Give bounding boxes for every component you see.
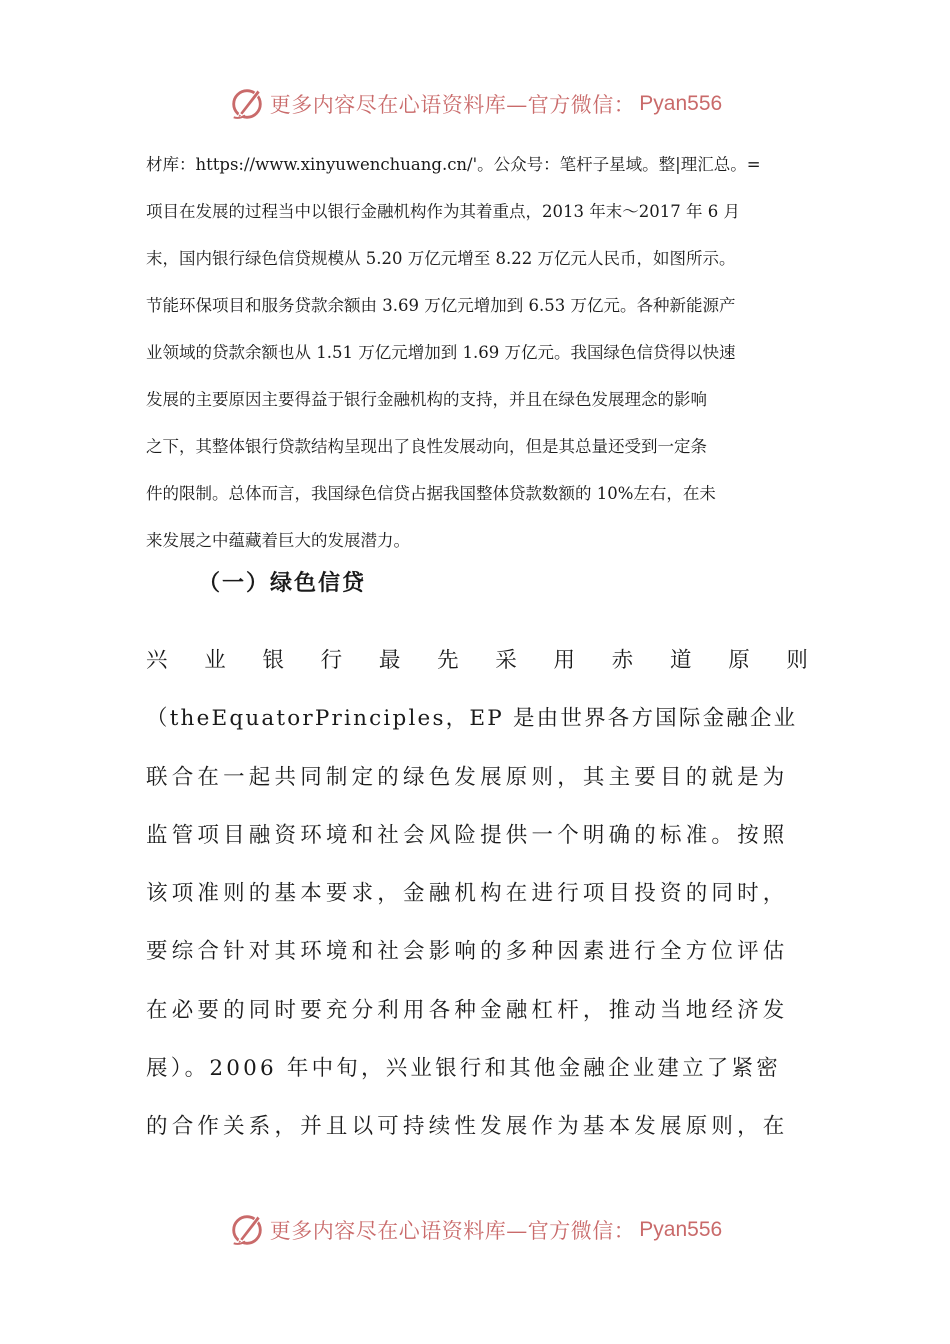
char: 最 — [378, 648, 401, 673]
banner-text: 更多内容尽在心语资料库—官方微信： — [269, 93, 636, 117]
char: 赤 — [611, 648, 634, 673]
char: 银 — [262, 648, 284, 673]
char: 采 — [495, 648, 517, 673]
char: 原 — [728, 648, 750, 673]
header-watermark-banner — [0, 82, 950, 126]
text-line: 要综合针对其环境和社会影响的多种因素进行全方位评估 — [146, 939, 789, 965]
text-line: 之下，其整体银行贷款结构呈现出了良性发展动向，但是其总量还受到一定条 — [146, 437, 707, 456]
char: 业 — [204, 648, 226, 673]
text-line: 项目在发展的过程当中以银行金融机构作为其着重点，2013 年末～2017 年 6 月 — [146, 202, 740, 221]
text-line: 展）。2006 年中旬，兴业银行和其他金融企业建立了紧密 — [146, 1056, 781, 1082]
banner-wechat-id: Pyan556 — [639, 92, 723, 115]
banner-wechat-id: Pyan556 — [639, 1218, 723, 1241]
text-line: 联合在一起共同制定的绿色发展原则，其主要目的就是为 — [146, 764, 789, 790]
text-line: 的合作关系，并且以可持续性发展作为基本发展原则，在 — [146, 1114, 789, 1140]
section-paragraph — [146, 632, 808, 1157]
char: 则 — [786, 648, 808, 673]
text-line: 业领域的贷款余额也从 1.51 万亿元增加到 1.69 万亿元。我国绿色信贷得以快速 — [146, 343, 736, 362]
text-line-justified — [146, 632, 808, 690]
text-line: 材库：https://www.xinyuwenchuang.cn/'。公众号：笔杆子星域。整|理汇总。= — [146, 155, 761, 174]
text-line: （theEquatorPrinciples，EP 是由世界各方国际金融企业 — [146, 706, 798, 732]
char: 先 — [437, 648, 459, 673]
text-line: 该项准则的基本要求，金融机构在进行项目投资的同时， — [146, 881, 789, 907]
footer-watermark-banner — [0, 1208, 950, 1252]
text-line: 在必要的同时要充分利用各种金融杠杆，推动当地经济发 — [146, 997, 789, 1023]
quill-pen-logo-icon — [228, 1211, 266, 1249]
text-line: 末，国内银行绿色信贷规模从 5.20 万亿元增至 8.22 万亿元人民币，如图所示。 — [146, 249, 736, 268]
char: 用 — [553, 648, 576, 673]
quill-pen-logo-icon — [228, 85, 266, 123]
text-line: 件的限制。总体而言，我国绿色信贷占据我国整体贷款数额的 10%左右，在未 — [146, 484, 716, 503]
text-line: 监管项目融资环境和社会风险提供一个明确的标准。按照 — [146, 822, 789, 848]
text-line: 发展的主要原因主要得益于银行金融机构的支持，并且在绿色发展理念的影响 — [146, 390, 707, 409]
banner-text: 更多内容尽在心语资料库—官方微信： — [269, 1219, 636, 1243]
section-heading: （一）绿色信贷 — [198, 571, 367, 596]
char: 兴 — [146, 648, 168, 673]
char: 道 — [669, 648, 692, 673]
text-line: 来发展之中蕴藏着巨大的发展潜力。 — [146, 531, 410, 550]
text-line: 节能环保项目和服务贷款余额由 3.69 万亿元增加到 6.53 万亿元。各种新能源产 — [146, 296, 736, 315]
body-paragraph — [146, 141, 808, 564]
char: 行 — [320, 648, 343, 673]
